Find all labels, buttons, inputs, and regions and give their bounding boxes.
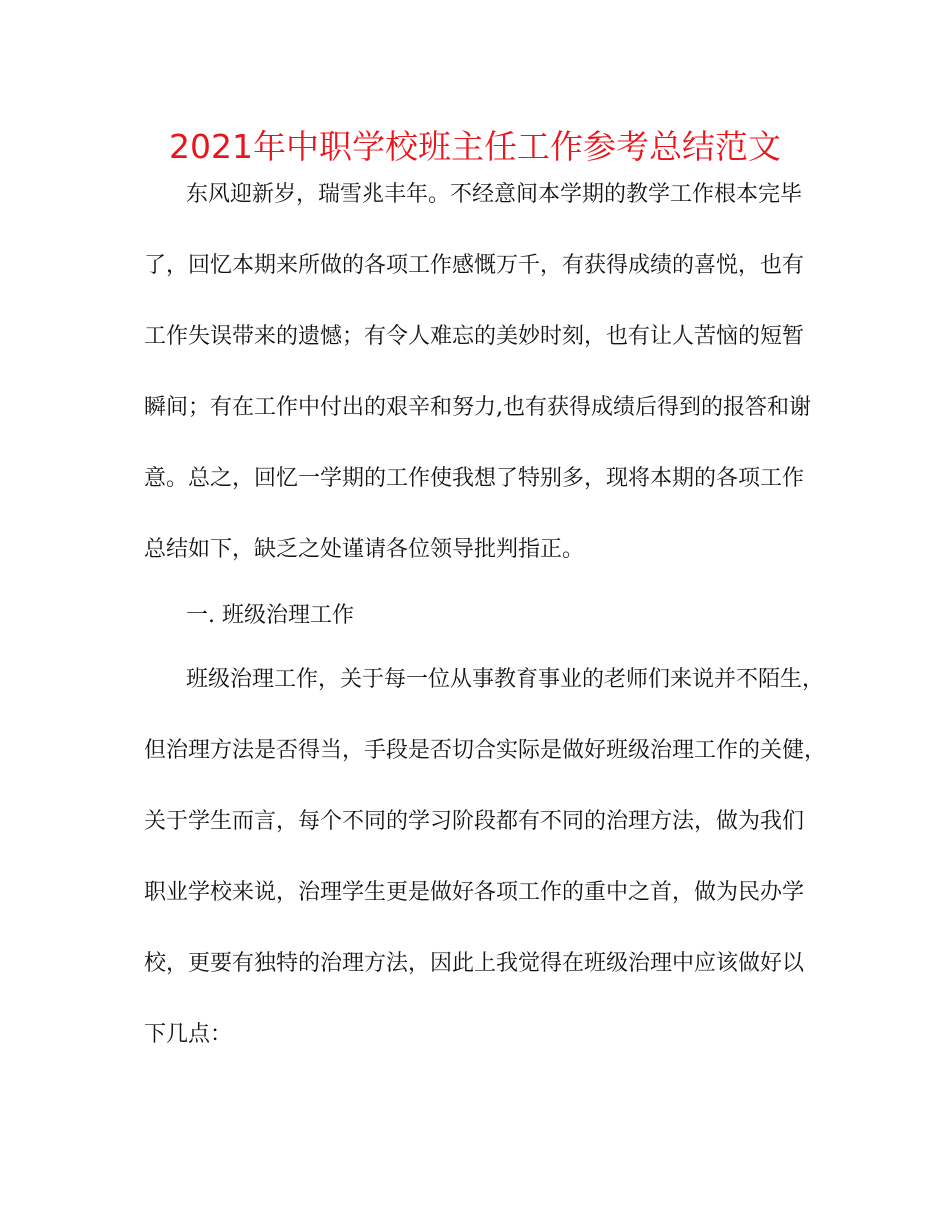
paragraph-line: 关于学生而言，每个不同的学习阶段都有不同的治理方法，做为我们 [144, 809, 805, 834]
paragraph-line: 但治理方法是否得当，手段是否切合实际是做好班级治理工作的关健， [144, 738, 827, 763]
paragraph-line: 下几点： [144, 1022, 233, 1047]
section-heading: 一. 班级治理工作 [186, 603, 354, 628]
paragraph-line: 总结如下，缺乏之处谨请各位领导批判指正。 [144, 537, 585, 562]
paragraph-line: 意。总之，回忆一学期的工作使我想了特别多，现将本期的各项工作 [144, 466, 805, 491]
paragraph-line: 东风迎新岁，瑞雪兆丰年。不经意间本学期的教学工作根本完毕 [186, 182, 803, 207]
paragraph-line: 瞬间；有在工作中付出的艰辛和努力,也有获得成绩后得到的报答和谢 [144, 395, 811, 420]
paragraph-line: 校，更要有独特的治理方法，因此上我觉得在班级治理中应该做好以 [144, 951, 805, 976]
paragraph-line: 了，回忆本期来所做的各项工作感慨万千，有获得成绩的喜悦，也有 [144, 253, 805, 278]
document-title: 2021年中职学校班主任工作参考总结范文 [169, 127, 781, 166]
paragraph-line: 班级治理工作，关于每一位从事教育事业的老师们来说并不陌生， [186, 667, 825, 692]
paragraph-line: 职业学校来说，治理学生更是做好各项工作的重中之首，做为民办学 [144, 880, 805, 905]
paragraph-line: 工作失误带来的遗憾；有令人难忘的美妙时刻，也有让人苦恼的短暂 [144, 324, 805, 349]
